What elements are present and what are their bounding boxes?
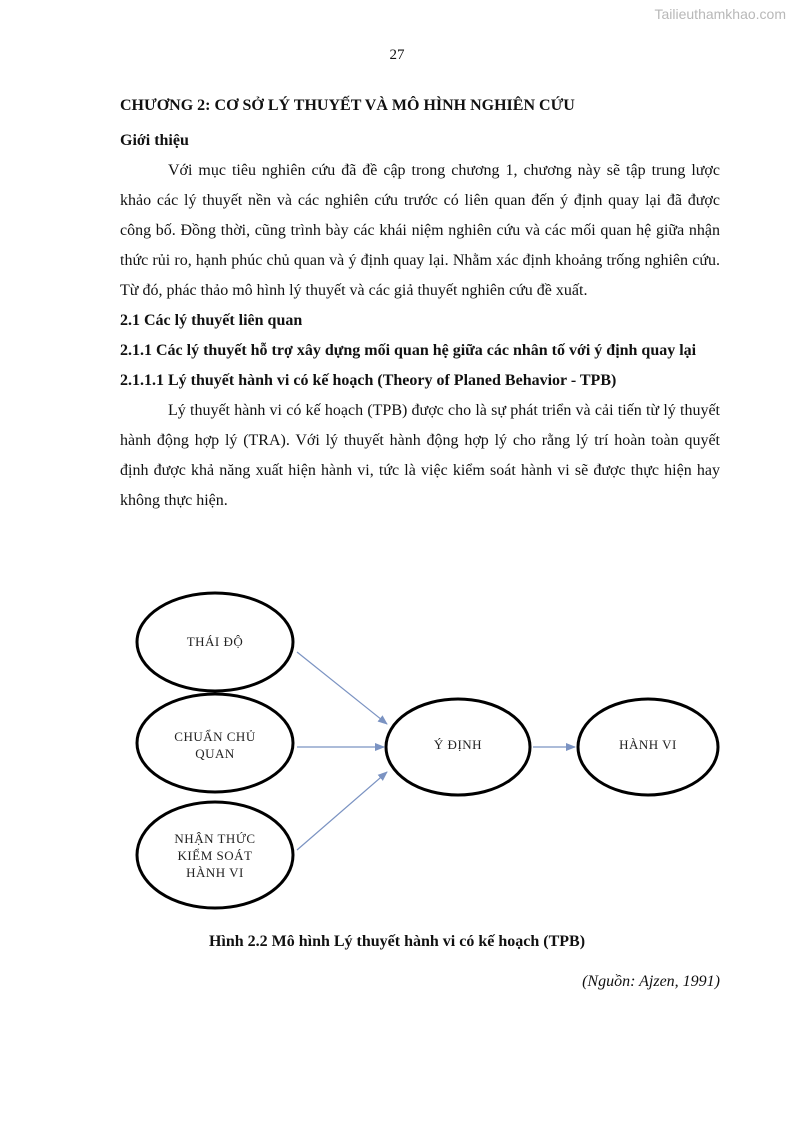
watermark: Tailieuthamkhao.com [654,6,786,22]
attitude-label-text: THÁI ĐỘ [186,634,244,649]
pbc-line1: NHẬN THỨC [174,831,256,846]
subjective-norm-label [150,728,280,762]
section-2-1-1-1-heading: 2.1.1.1 Lý thuyết hành vi có kế hoạch (Theory of Planed Behavior - TPB) [120,372,617,389]
intro-heading: Giới thiệu [120,132,189,149]
arrow-attitude-to-intention [297,652,387,724]
pbc-line3: HÀNH VI [186,865,244,880]
figure-caption: Hình 2.2 Mô hình Lý thuyết hành vi có kế hoạch (TPB) [208,933,586,950]
pbc-label [150,830,280,881]
section-2-1-heading: 2.1 Các lý thuyết liên quan [120,312,303,329]
intention-label [393,736,523,753]
arrow-pbc-to-intention [297,772,387,850]
tpb-diagram-svg [0,590,794,920]
chapter-title: CHƯƠNG 2: CƠ SỞ LÝ THUYẾT VÀ MÔ HÌNH NGHIÊN CỨU [120,97,575,114]
tpb-diagram [0,590,794,920]
pbc-line2: KIỂM SOÁT [177,848,253,863]
attitude-label [150,633,280,650]
figure-source: (Nguồn: Ajzen, 1991) [582,973,720,990]
intention-label-text: Ý ĐỊNH [433,737,483,752]
subjective-norm-line2: QUAN [195,746,235,761]
tpb-paragraph: Lý thuyết hành vi có kế hoạch (TPB) được cho là sự phát triển và cải tiến từ lý thuyết hành động hợp lý (TRA). Với lý thuyết hành động hợp lý cho rằng lý trí hoàn toàn quyết định được khả năng xuất hiện hành vi, tức là việc kiểm soát hành vi sẽ được thực hiện hay không thực hiện. [120,402,720,509]
page-number: 27 [389,47,405,63]
document-body [120,94,720,516]
section-2-1-1-heading: 2.1.1 Các lý thuyết hỗ trợ xây dựng mối quan hệ giữa các nhân tố với ý định quay lại [120,342,697,359]
intro-paragraph: Với mục tiêu nghiên cứu đã đề cập trong chương 1, chương này sẽ tập trung lược khảo các lý thuyết nền và các nghiên cứu trước có liên quan đến ý định quay lại đã được công bố. Đồng thời, cũng trình bày các khái niệm nghiên cứu và các mối quan hệ giữa nhận thức rủi ro, hạnh phúc chủ quan và ý định quay lại. Nhằm xác định khoảng trống nghiên cứu. Từ đó, phác thảo mô hình lý thuyết và các giả thuyết nghiên cứu đề xuất. [120,162,720,299]
behavior-label [583,736,713,753]
behavior-label-text: HÀNH VI [619,737,677,752]
subjective-norm-line1: CHUẨN CHỦ [174,729,256,744]
